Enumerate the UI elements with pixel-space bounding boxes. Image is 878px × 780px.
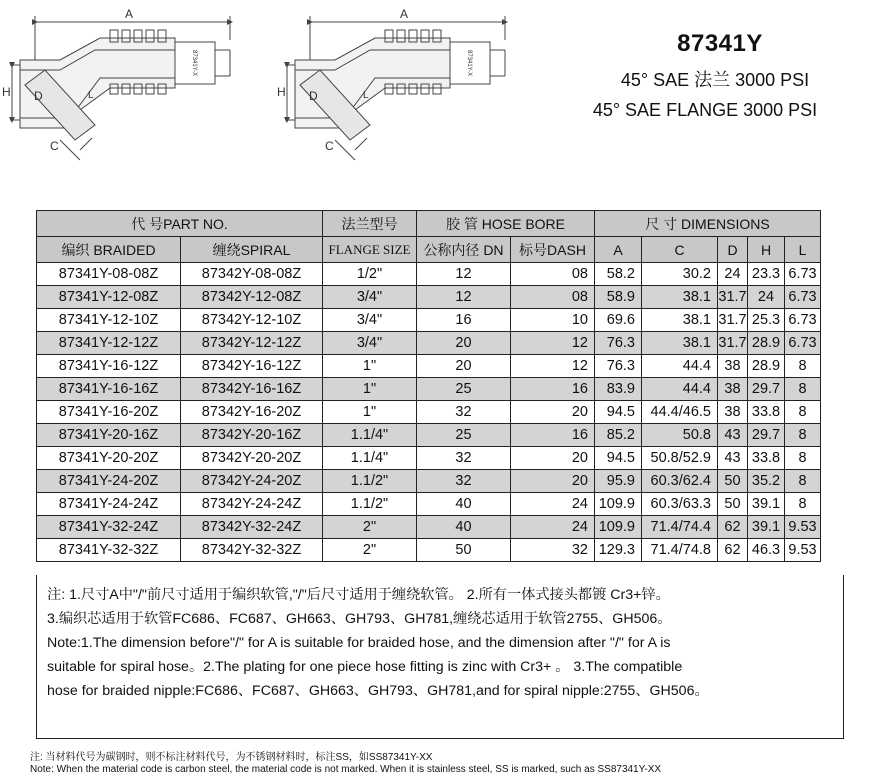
cell-spiral: 87342Y-20-20Z [181,447,323,470]
cell-dn: 12 [417,263,511,286]
cell-braided: 87341Y-16-16Z [37,378,181,401]
footer-chinese: 注: 当材料代号为碳钢时，则不标注材料代号，为不锈钢材料时，标注SS，如SS87341Y-XX [30,752,433,763]
header-spiral: 缠绕SPIRAL [181,237,323,263]
header-flange-type: 法兰型号 [323,211,417,237]
drawing-label-a: A [125,7,134,21]
cell-dn: 16 [417,309,511,332]
cell-dash: 16 [511,378,595,401]
cell-spiral: 87342Y-16-20Z [181,401,323,424]
braided-fitting-drawing [10,16,230,160]
cell-braided: 87341Y-20-20Z [37,447,181,470]
header-dimensions: 尺 寸 DIMENSIONS [595,211,821,237]
cell-dn: 40 [417,516,511,539]
cell-spiral: 87342Y-24-24Z [181,493,323,516]
drawing2-label-l: L [363,90,369,101]
cell-l: 8 [785,424,821,447]
cell-a: 76.3 [595,355,642,378]
header-braided: 编织 BRAIDED [37,237,181,263]
table-row [37,401,821,424]
cell-d: 38 [718,355,748,378]
cell-l: 9.53 [785,516,821,539]
cell-dn: 20 [417,355,511,378]
table-row [37,539,821,562]
cell-d: 62 [718,539,748,562]
cell-a: 94.5 [595,401,642,424]
cell-dn: 32 [417,447,511,470]
cell-h: 23.3 [748,263,785,286]
cell-dash: 08 [511,286,595,309]
cell-braided: 87341Y-24-24Z [37,493,181,516]
cell-a: 109.9 [595,493,642,516]
cell-l: 8 [785,470,821,493]
cell-spiral: 87342Y-12-10Z [181,309,323,332]
header-part-no: 代 号PART NO. [37,211,323,237]
header-c: C [642,237,718,263]
cell-a: 83.9 [595,378,642,401]
notes-box [36,575,844,739]
note-en-line3: hose for braided nipple:FC686、FC687、GH663、GH793、GH781,and for spiral nipple:2755、GH506。 [47,683,709,699]
cell-a: 94.5 [595,447,642,470]
cell-l: 8 [785,401,821,424]
cell-h: 28.9 [748,332,785,355]
cell-dash: 24 [511,516,595,539]
cell-dn: 20 [417,332,511,355]
drawing2-label-h: H [277,85,286,99]
product-title: 87341Y [677,30,763,57]
cell-flange: 3/4" [323,286,417,309]
cell-a: 85.2 [595,424,642,447]
cell-dn: 25 [417,378,511,401]
cell-a: 109.9 [595,516,642,539]
cell-braided: 87341Y-24-20Z [37,470,181,493]
cell-d: 24 [718,263,748,286]
cell-spiral: 87342Y-20-16Z [181,424,323,447]
cell-h: 46.3 [748,539,785,562]
drawing-label-h: H [2,85,11,99]
drawing2-label-a: A [400,7,409,21]
cell-d: 43 [718,447,748,470]
cell-braided: 87341Y-08-08Z [37,263,181,286]
table-row [37,424,821,447]
cell-braided: 87341Y-32-24Z [37,516,181,539]
subtitle-english: 45° SAE FLANGE 3000 PSI [592,100,818,120]
cell-dash: 20 [511,470,595,493]
cell-flange: 1/2" [323,263,417,286]
cell-flange: 1.1/2" [323,493,417,516]
table-row [37,378,821,401]
table-row [37,516,821,539]
cell-a: 58.9 [595,286,642,309]
cell-c: 71.4/74.4 [642,516,718,539]
cell-d: 38 [718,401,748,424]
cell-d: 50 [718,493,748,516]
cell-flange: 1" [323,355,417,378]
drawing-marking: 87341Y-X [191,50,197,77]
cell-c: 71.4/74.8 [642,539,718,562]
cell-dash: 20 [511,447,595,470]
cell-a: 76.3 [595,332,642,355]
cell-dn: 50 [417,539,511,562]
cell-c: 60.3/62.4 [642,470,718,493]
cell-l: 6.73 [785,309,821,332]
cell-flange: 1.1/2" [323,470,417,493]
cell-c: 38.1 [642,332,718,355]
cell-dn: 40 [417,493,511,516]
cell-flange: 2" [323,516,417,539]
cell-h: 29.7 [748,378,785,401]
cell-dash: 16 [511,424,595,447]
cell-d: 50 [718,470,748,493]
cell-braided: 87341Y-20-16Z [37,424,181,447]
cell-l: 8 [785,378,821,401]
cell-l: 8 [785,493,821,516]
cell-d: 38 [718,378,748,401]
header-dn: 公称内径 DN [417,237,511,263]
cell-dash: 20 [511,401,595,424]
table-row [37,470,821,493]
cell-l: 8 [785,355,821,378]
cell-spiral: 87342Y-08-08Z [181,263,323,286]
table-row [37,493,821,516]
cell-c: 44.4/46.5 [642,401,718,424]
cell-d: 31.7 [718,309,748,332]
table-row [37,332,821,355]
fitting-drawings [0,0,560,175]
cell-braided: 87341Y-16-20Z [37,401,181,424]
drawing-label-d: D [34,89,43,103]
cell-h: 25.3 [748,309,785,332]
specs-table [36,210,821,562]
cell-braided: 87341Y-12-12Z [37,332,181,355]
footer-english: Note: When the material code is carbon steel, the material code is not marked. When it is stainless steel, SS is marked, such as SS87341Y-XX [30,764,662,775]
cell-dash: 10 [511,309,595,332]
header-d: D [718,237,748,263]
cell-a: 129.3 [595,539,642,562]
cell-spiral: 87342Y-16-12Z [181,355,323,378]
cell-braided: 87341Y-12-08Z [37,286,181,309]
header-flange-size: FLANGE SIZE [323,237,417,263]
cell-d: 31.7 [718,286,748,309]
drawing-label-c: C [50,139,59,153]
header-hose-bore: 胶 管 HOSE BORE [417,211,595,237]
cell-dash: 32 [511,539,595,562]
note-en-line2: suitable for spiral hose。2.The plating for one piece hose fitting is zinc with Cr3+ 。 3.The compatible [47,659,683,675]
cell-a: 58.2 [595,263,642,286]
cell-spiral: 87342Y-16-16Z [181,378,323,401]
cell-a: 95.9 [595,470,642,493]
table-row [37,355,821,378]
cell-c: 30.2 [642,263,718,286]
header-h: H [748,237,785,263]
cell-d: 62 [718,516,748,539]
cell-d: 43 [718,424,748,447]
cell-dn: 25 [417,424,511,447]
cell-h: 39.1 [748,516,785,539]
note-cn-line1: 注: 1.尺寸A中"/"前尺寸适用于编织软管,"/"后尺寸适用于缠绕软管。 2.所有一体式接头都镀 Cr3+锌。 [47,587,670,603]
cell-dash: 12 [511,332,595,355]
cell-l: 6.73 [785,332,821,355]
cell-flange: 2" [323,539,417,562]
cell-dash: 24 [511,493,595,516]
cell-c: 38.1 [642,309,718,332]
cell-spiral: 87342Y-24-20Z [181,470,323,493]
cell-l: 8 [785,447,821,470]
header-row-2 [37,237,821,263]
cell-spiral: 87342Y-32-24Z [181,516,323,539]
drawing2-label-c: C [325,139,334,153]
cell-spiral: 87342Y-12-12Z [181,332,323,355]
cell-dn: 12 [417,286,511,309]
cell-l: 9.53 [785,539,821,562]
drawing2-label-d: D [309,89,318,103]
cell-c: 50.8/52.9 [642,447,718,470]
cell-spiral: 87342Y-12-08Z [181,286,323,309]
cell-braided: 87341Y-16-12Z [37,355,181,378]
cell-c: 60.3/63.3 [642,493,718,516]
cell-flange: 1" [323,378,417,401]
subtitle-chinese: 45° SAE 法兰 3000 PSI [620,70,810,90]
cell-dash: 12 [511,355,595,378]
cell-l: 6.73 [785,263,821,286]
cell-flange: 3/4" [323,309,417,332]
note-en-line1: Note:1.The dimension before"/" for A is suitable for braided hose, and the dimension after "/" for A is [47,635,671,651]
table-row [37,286,821,309]
cell-c: 38.1 [642,286,718,309]
cell-spiral: 87342Y-32-32Z [181,539,323,562]
header-dash: 标号DASH [511,237,595,263]
cell-d: 31.7 [718,332,748,355]
cell-h: 39.1 [748,493,785,516]
header-l: L [785,237,821,263]
cell-dn: 32 [417,470,511,493]
cell-flange: 1.1/4" [323,424,417,447]
table-row [37,263,821,286]
drawing-label-l: L [88,90,94,101]
cell-c: 44.4 [642,378,718,401]
cell-flange: 1" [323,401,417,424]
cell-c: 50.8 [642,424,718,447]
cell-h: 24 [748,286,785,309]
header-row-1 [37,211,821,237]
cell-c: 44.4 [642,355,718,378]
cell-flange: 1.1/4" [323,447,417,470]
cell-a: 69.6 [595,309,642,332]
cell-h: 33.8 [748,401,785,424]
cell-flange: 3/4" [323,332,417,355]
cell-dash: 08 [511,263,595,286]
note-cn-line2: 3.编织芯适用于软管FC686、FC687、GH663、GH793、GH781,缠绕芯适用于软管2755、GH506。 [47,611,672,627]
cell-braided: 87341Y-32-32Z [37,539,181,562]
cell-h: 28.9 [748,355,785,378]
table-row [37,447,821,470]
cell-h: 35.2 [748,470,785,493]
cell-braided: 87341Y-12-10Z [37,309,181,332]
cell-h: 29.7 [748,424,785,447]
drawing2-marking: 87341Y-X [466,50,472,77]
spiral-fitting-drawing [285,16,505,160]
cell-h: 33.8 [748,447,785,470]
header-a: A [595,237,642,263]
table-row [37,309,821,332]
cell-dn: 32 [417,401,511,424]
cell-l: 6.73 [785,286,821,309]
